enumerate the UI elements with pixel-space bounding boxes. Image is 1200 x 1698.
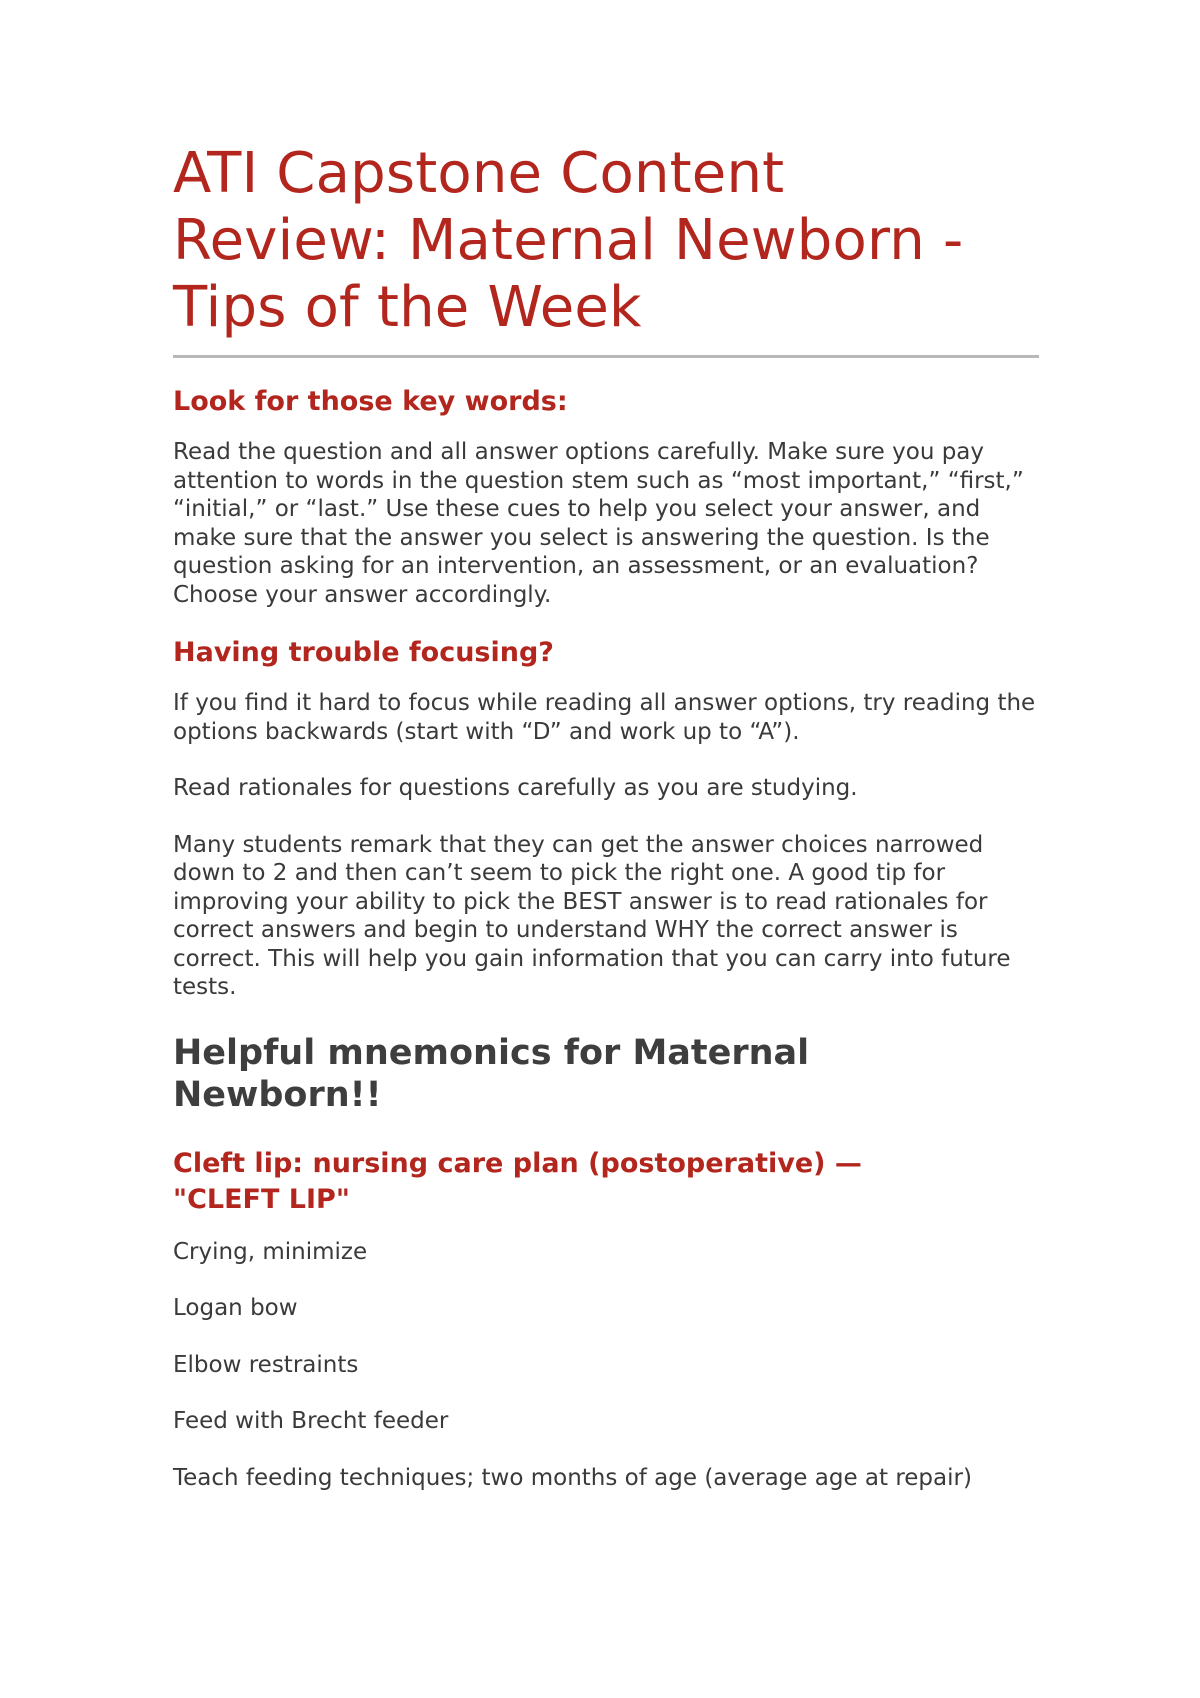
list-item: Crying, minimize <box>173 1238 368 1265</box>
paragraph-focusing-1: If you find it hard to focus while reading all answer options, try reading the options backwards (start with “D” and work up to “A”). <box>173 690 1036 745</box>
heading-mnemonics: Helpful mnemonics for Maternal Newborn!! <box>173 1032 810 1115</box>
heading-key-words: Look for those key words: <box>173 386 568 417</box>
document-page <box>173 140 1039 1492</box>
title-divider <box>173 355 1039 358</box>
document-title: ATI Capstone Content Review: Maternal Newborn - Tips of the Week <box>173 141 964 340</box>
list-item: Logan bow <box>173 1295 298 1321</box>
list-item: Teach feeding techniques; two months of age (average age at repair) <box>173 1464 972 1491</box>
paragraph-focusing-2: Read rationales for questions carefully as you are studying. <box>173 775 858 801</box>
heading-focusing: Having trouble focusing? <box>173 637 554 668</box>
list-item: Feed with Brecht feeder <box>173 1408 449 1434</box>
cleft-lip-list <box>173 1238 1039 1493</box>
heading-cleft-lip: Cleft lip: nursing care plan (postoperative) — "CLEFT LIP" <box>173 1147 862 1215</box>
paragraph-key-words: Read the question and all answer options carefully. Make sure you pay attention to words in the question stem such as “most important,” “first,” “initial,” or “last.” Use these cues to help you select your answer, and make sure that the answer you select is answering the question. Is the question asking for an intervention, an assessment, or an evaluation? Choose your answer accordingly. <box>173 439 1024 608</box>
list-item: Elbow restraints <box>173 1351 359 1378</box>
paragraph-focusing-3: Many students remark that they can get the answer choices narrowed down to 2 and then can’t seem to pick the right one. A good tip for improving your ability to pick the BEST answer is to read rationales for correct answers and begin to understand WHY the correct answer is correct. This will help you gain information that you can carry into future tests. <box>173 831 1011 1000</box>
